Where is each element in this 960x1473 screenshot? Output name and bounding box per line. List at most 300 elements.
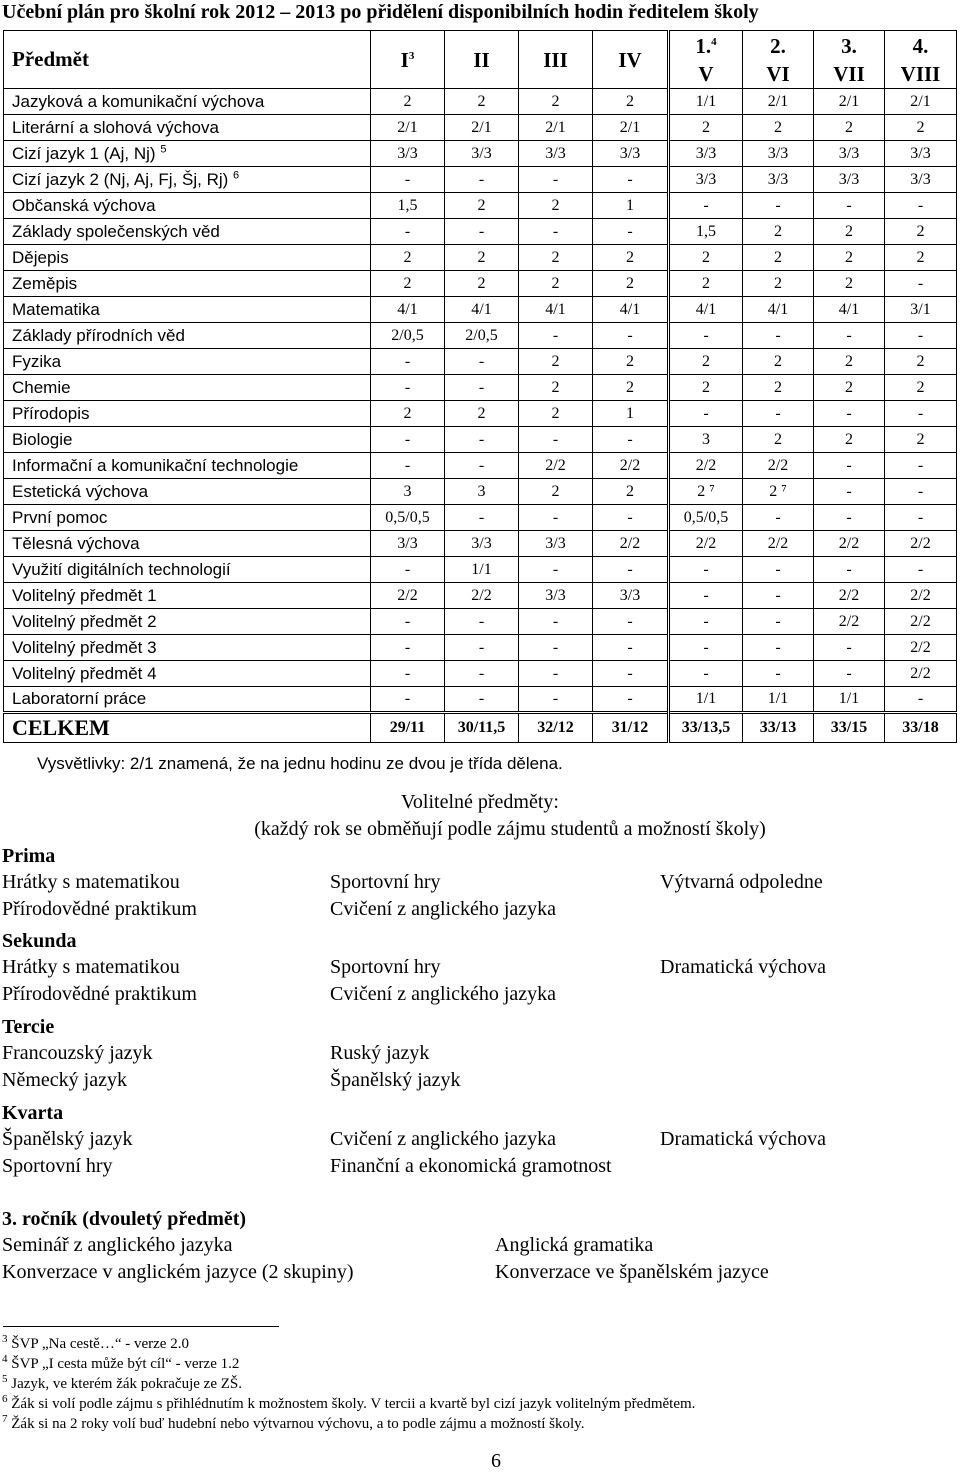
value-cell: 2 bbox=[519, 193, 593, 219]
value-cell: 2/2 bbox=[669, 453, 743, 479]
value-cell: - bbox=[371, 219, 445, 245]
value-cell: 3/3 bbox=[519, 141, 593, 167]
value-cell: - bbox=[519, 219, 593, 245]
grade-header: IV bbox=[593, 31, 669, 89]
value-cell: 2/1 bbox=[445, 115, 519, 141]
value-cell: 2 bbox=[371, 271, 445, 297]
value-cell: 3/3 bbox=[519, 531, 593, 557]
value-cell: 2 ⁷ bbox=[669, 479, 743, 505]
table-row bbox=[4, 245, 957, 271]
value-cell: - bbox=[593, 323, 669, 349]
value-cell: 2 bbox=[743, 271, 814, 297]
elective-group-title: Kvarta bbox=[2, 1102, 64, 1124]
value-cell: 2 bbox=[885, 375, 957, 401]
page-number: 6 bbox=[491, 1450, 501, 1472]
subject-cell: CELKEM bbox=[4, 713, 371, 743]
value-cell: - bbox=[445, 661, 519, 687]
value-cell: - bbox=[743, 323, 814, 349]
value-cell: - bbox=[593, 219, 669, 245]
value-cell: 2 bbox=[743, 115, 814, 141]
subject-cell: Jazyková a komunikační výchova bbox=[4, 89, 371, 115]
value-cell: 2 bbox=[593, 271, 669, 297]
subject-cell: Základy přírodních věd bbox=[4, 323, 371, 349]
footnote: $^6$ Žák si volí podle zájmu s přihlédnutím k možnostem školy. V tercii a kvartě byl cizí jazyk volitelným předmětem. bbox=[2, 1393, 696, 1412]
value-cell: 2/2 bbox=[885, 583, 957, 609]
value-cell: 2 bbox=[371, 89, 445, 115]
subject-cell: První pomoc bbox=[4, 505, 371, 531]
value-cell: - bbox=[814, 401, 885, 427]
value-cell: 2 bbox=[445, 193, 519, 219]
value-cell: - bbox=[885, 323, 957, 349]
elective-item: Konverzace v anglickém jazyce (2 skupiny) bbox=[2, 1261, 354, 1283]
value-cell: 2 bbox=[669, 349, 743, 375]
value-cell: 2 bbox=[743, 349, 814, 375]
value-cell: - bbox=[445, 505, 519, 531]
table-row bbox=[4, 427, 957, 453]
value-cell: 2/1 bbox=[593, 115, 669, 141]
value-cell: - bbox=[814, 479, 885, 505]
subject-cell: Volitelný předmět 2 bbox=[4, 609, 371, 635]
table-row bbox=[4, 583, 957, 609]
value-cell: 2 bbox=[593, 349, 669, 375]
electives-heading: Volitelné předměty: bbox=[401, 791, 559, 813]
value-cell: - bbox=[743, 505, 814, 531]
elective-item: Sportovní hry bbox=[330, 871, 441, 893]
value-cell: 1/1 bbox=[445, 557, 519, 583]
footnote: $^4$ ŠVP „I cesta může být cíl“ - verze 1.2 bbox=[2, 1353, 240, 1372]
elective-item: Španělský jazyk bbox=[2, 1128, 133, 1150]
value-cell: 2/2 bbox=[371, 583, 445, 609]
value-cell: - bbox=[519, 167, 593, 193]
value-cell: - bbox=[669, 661, 743, 687]
value-cell: 2/2 bbox=[669, 531, 743, 557]
elective-item: Hrátky s matematikou bbox=[2, 956, 180, 978]
value-cell: - bbox=[885, 193, 957, 219]
value-cell: 31/12 bbox=[593, 713, 669, 743]
value-cell: 2/2 bbox=[743, 453, 814, 479]
value-cell: 2 bbox=[519, 271, 593, 297]
value-cell: - bbox=[593, 505, 669, 531]
value-cell: 3/3 bbox=[743, 167, 814, 193]
elective-item: Sportovní hry bbox=[330, 956, 441, 978]
value-cell: 2/0,5 bbox=[371, 323, 445, 349]
value-cell: - bbox=[814, 635, 885, 661]
elective-item: Cvičení z anglického jazyka bbox=[330, 1128, 557, 1150]
value-cell: 2 bbox=[519, 349, 593, 375]
value-cell: 2/1 bbox=[519, 115, 593, 141]
value-cell: - bbox=[445, 219, 519, 245]
value-cell: - bbox=[885, 453, 957, 479]
elective-item: Cvičení z anglického jazyka bbox=[330, 983, 557, 1005]
value-cell: - bbox=[814, 323, 885, 349]
value-cell: - bbox=[445, 453, 519, 479]
subject-cell: Zeměpis bbox=[4, 271, 371, 297]
value-cell: - bbox=[593, 427, 669, 453]
value-cell: - bbox=[445, 349, 519, 375]
value-cell: 33/13,5 bbox=[669, 713, 743, 743]
value-cell: 4/1 bbox=[445, 297, 519, 323]
table-row bbox=[4, 453, 957, 479]
document-title: Učební plán pro školní rok 2012 – 2013 po přidělení disponibilních hodin ředitelem školy bbox=[2, 1, 759, 23]
value-cell: 2/2 bbox=[445, 583, 519, 609]
grade-header: 3. VII bbox=[814, 31, 885, 89]
value-cell: 1/1 bbox=[669, 687, 743, 713]
value-cell: 0,5/0,5 bbox=[669, 505, 743, 531]
electives-subheading: (každý rok se obměňují podle zájmu studentů a možností školy) bbox=[254, 818, 766, 840]
value-cell: - bbox=[669, 635, 743, 661]
footnote-divider bbox=[3, 1326, 279, 1327]
value-cell: - bbox=[885, 505, 957, 531]
value-cell: 2/2 bbox=[814, 583, 885, 609]
value-cell: 3 bbox=[669, 427, 743, 453]
subject-cell: Občanská výchova bbox=[4, 193, 371, 219]
table-row bbox=[4, 219, 957, 245]
subject-cell: Přírodopis bbox=[4, 401, 371, 427]
value-cell: 2/2 bbox=[814, 531, 885, 557]
value-cell: 2/2 bbox=[814, 609, 885, 635]
value-cell: 2/2 bbox=[885, 609, 957, 635]
subject-cell: Tělesná výchova bbox=[4, 531, 371, 557]
table-row bbox=[4, 401, 957, 427]
elective-item: Španělský jazyk bbox=[330, 1069, 461, 1091]
subject-cell: Informační a komunikační technologie bbox=[4, 453, 371, 479]
value-cell: - bbox=[669, 609, 743, 635]
value-cell: - bbox=[371, 167, 445, 193]
grade-header: 2. VI bbox=[743, 31, 814, 89]
value-cell: - bbox=[885, 401, 957, 427]
value-cell: 2 bbox=[814, 115, 885, 141]
value-cell: 2/2 bbox=[885, 661, 957, 687]
value-cell: - bbox=[371, 609, 445, 635]
value-cell: 2 bbox=[743, 219, 814, 245]
elective-item: Finanční a ekonomická gramotnost bbox=[330, 1155, 612, 1177]
value-cell: 2 bbox=[519, 89, 593, 115]
value-cell: 2 bbox=[519, 375, 593, 401]
value-cell: - bbox=[669, 557, 743, 583]
value-cell: - bbox=[371, 349, 445, 375]
value-cell: 4/1 bbox=[669, 297, 743, 323]
value-cell: 2 bbox=[814, 271, 885, 297]
table-row bbox=[4, 375, 957, 401]
value-cell: - bbox=[519, 609, 593, 635]
elective-group-title: Sekunda bbox=[2, 930, 77, 952]
value-cell: 3/3 bbox=[445, 531, 519, 557]
table-row bbox=[4, 531, 957, 557]
value-cell: - bbox=[814, 661, 885, 687]
subject-column-header: Předmět bbox=[4, 31, 371, 89]
value-cell: 1/1 bbox=[669, 89, 743, 115]
value-cell: 32/12 bbox=[519, 713, 593, 743]
subject-cell: Chemie bbox=[4, 375, 371, 401]
value-cell: - bbox=[669, 583, 743, 609]
footnote: $^5$ Jazyk, ve kterém žák pokračuje ze ZŠ. bbox=[2, 1373, 242, 1392]
table-row bbox=[4, 297, 957, 323]
subject-cell: Dějepis bbox=[4, 245, 371, 271]
value-cell: 2/2 bbox=[743, 531, 814, 557]
value-cell: 3/3 bbox=[669, 167, 743, 193]
table-row bbox=[4, 141, 957, 167]
table-row bbox=[4, 323, 957, 349]
value-cell: - bbox=[593, 609, 669, 635]
table-row bbox=[4, 609, 957, 635]
value-cell: - bbox=[743, 557, 814, 583]
table-row bbox=[4, 115, 957, 141]
value-cell: 4/1 bbox=[593, 297, 669, 323]
value-cell: - bbox=[445, 609, 519, 635]
grade-header: 4. VIII bbox=[885, 31, 957, 89]
value-cell: 3/3 bbox=[814, 141, 885, 167]
value-cell: 2 bbox=[669, 271, 743, 297]
value-cell: 2 bbox=[885, 349, 957, 375]
table-row bbox=[4, 89, 957, 115]
value-cell: 3/3 bbox=[885, 167, 957, 193]
value-cell: - bbox=[445, 375, 519, 401]
value-cell: - bbox=[743, 583, 814, 609]
subject-cell: Cizí jazyk 2 (Nj, Aj, Fj, Šj, Rj) $^6$ bbox=[4, 167, 371, 193]
grade-header: $I^3$ bbox=[371, 31, 445, 89]
table-row bbox=[4, 687, 957, 713]
value-cell: - bbox=[743, 401, 814, 427]
value-cell: 3/3 bbox=[371, 141, 445, 167]
value-cell: 2 bbox=[593, 245, 669, 271]
value-cell: 3 bbox=[445, 479, 519, 505]
value-cell: 3/3 bbox=[519, 583, 593, 609]
value-cell: 2 ⁷ bbox=[743, 479, 814, 505]
total-row bbox=[4, 713, 957, 743]
table-header-row bbox=[4, 31, 957, 89]
value-cell: 2 bbox=[743, 245, 814, 271]
subject-cell: Využití digitálních technologií bbox=[4, 557, 371, 583]
elective-item: Hrátky s matematikou bbox=[2, 871, 180, 893]
value-cell: - bbox=[885, 479, 957, 505]
value-cell: - bbox=[885, 687, 957, 713]
elective-item: Výtvarná odpoledne bbox=[660, 871, 823, 893]
table-row bbox=[4, 271, 957, 297]
value-cell: 3/3 bbox=[593, 583, 669, 609]
elective-item: Přírodovědné praktikum bbox=[2, 898, 197, 920]
value-cell: 2 bbox=[814, 245, 885, 271]
elective-item: Francouzský jazyk bbox=[2, 1042, 153, 1064]
value-cell: 33/15 bbox=[814, 713, 885, 743]
value-cell: - bbox=[743, 635, 814, 661]
value-cell: 4/1 bbox=[814, 297, 885, 323]
value-cell: 0,5/0,5 bbox=[371, 505, 445, 531]
value-cell: 3/3 bbox=[669, 141, 743, 167]
value-cell: 4/1 bbox=[743, 297, 814, 323]
value-cell: 2 bbox=[743, 427, 814, 453]
elective-group-title: 3. ročník (dvouletý předmět) bbox=[2, 1208, 247, 1230]
value-cell: 2 bbox=[814, 219, 885, 245]
value-cell: 2 bbox=[885, 219, 957, 245]
value-cell: - bbox=[743, 661, 814, 687]
value-cell: - bbox=[814, 193, 885, 219]
value-cell: 2 bbox=[445, 245, 519, 271]
value-cell: 2 bbox=[885, 245, 957, 271]
value-cell: 3/1 bbox=[885, 297, 957, 323]
value-cell: 2/2 bbox=[519, 453, 593, 479]
value-cell: - bbox=[371, 427, 445, 453]
value-cell: - bbox=[371, 687, 445, 713]
grade-header: 1.$^4$ V bbox=[669, 31, 743, 89]
elective-item: Sportovní hry bbox=[2, 1155, 113, 1177]
elective-item: Přírodovědné praktikum bbox=[2, 983, 197, 1005]
subject-cell: Volitelný předmět 4 bbox=[4, 661, 371, 687]
value-cell: - bbox=[593, 661, 669, 687]
value-cell: - bbox=[593, 557, 669, 583]
value-cell: 2/2 bbox=[593, 531, 669, 557]
value-cell: 2 bbox=[445, 271, 519, 297]
value-cell: - bbox=[593, 635, 669, 661]
value-cell: - bbox=[743, 609, 814, 635]
footnote: $^3$ ŠVP „Na cestě…“ - verze 2.0 bbox=[2, 1333, 189, 1352]
value-cell: - bbox=[445, 635, 519, 661]
value-cell: - bbox=[519, 557, 593, 583]
value-cell: 2/1 bbox=[743, 89, 814, 115]
value-cell: - bbox=[885, 271, 957, 297]
value-cell: 33/13 bbox=[743, 713, 814, 743]
legend-note: Vysvětlivky: 2/1 znamená, že na jednu hodinu ze dvou je třída dělena. bbox=[37, 754, 563, 773]
value-cell: - bbox=[445, 687, 519, 713]
value-cell: 2 bbox=[519, 245, 593, 271]
elective-group-title: Prima bbox=[2, 845, 56, 867]
subject-cell: Volitelný předmět 3 bbox=[4, 635, 371, 661]
value-cell: 2 bbox=[593, 479, 669, 505]
value-cell: 2/2 bbox=[885, 635, 957, 661]
subject-cell: Literární a slohová výchova bbox=[4, 115, 371, 141]
value-cell: - bbox=[669, 193, 743, 219]
value-cell: 33/18 bbox=[885, 713, 957, 743]
table-body bbox=[4, 89, 957, 743]
subject-cell: Cizí jazyk 1 (Aj, Nj) $^5$ bbox=[4, 141, 371, 167]
value-cell: 3/3 bbox=[814, 167, 885, 193]
value-cell: - bbox=[593, 687, 669, 713]
value-cell: 2 bbox=[814, 427, 885, 453]
elective-item: Cvičení z anglického jazyka bbox=[330, 898, 557, 920]
value-cell: 2 bbox=[669, 115, 743, 141]
table-row bbox=[4, 479, 957, 505]
value-cell: 2 bbox=[371, 245, 445, 271]
elective-item: Dramatická výchova bbox=[660, 956, 827, 978]
elective-item: Konverzace ve španělském jazyce bbox=[495, 1261, 769, 1283]
value-cell: 2 bbox=[593, 375, 669, 401]
value-cell: - bbox=[445, 167, 519, 193]
value-cell: 2/1 bbox=[814, 89, 885, 115]
value-cell: - bbox=[743, 193, 814, 219]
elective-group-title: Tercie bbox=[2, 1016, 55, 1038]
value-cell: - bbox=[371, 453, 445, 479]
table-row bbox=[4, 349, 957, 375]
value-cell: - bbox=[519, 687, 593, 713]
value-cell: - bbox=[371, 375, 445, 401]
value-cell: 1/1 bbox=[743, 687, 814, 713]
value-cell: 2/0,5 bbox=[445, 323, 519, 349]
value-cell: 2 bbox=[743, 375, 814, 401]
subject-cell: Fyzika bbox=[4, 349, 371, 375]
value-cell: - bbox=[669, 323, 743, 349]
value-cell: 2 bbox=[669, 245, 743, 271]
value-cell: 1,5 bbox=[371, 193, 445, 219]
table-row bbox=[4, 557, 957, 583]
value-cell: 3/3 bbox=[743, 141, 814, 167]
value-cell: 2/2 bbox=[593, 453, 669, 479]
value-cell: 2 bbox=[814, 349, 885, 375]
value-cell: - bbox=[519, 661, 593, 687]
elective-item: Anglická gramatika bbox=[495, 1234, 654, 1256]
value-cell: 2 bbox=[669, 375, 743, 401]
value-cell: - bbox=[814, 453, 885, 479]
value-cell: 1 bbox=[593, 193, 669, 219]
value-cell: 2/1 bbox=[885, 89, 957, 115]
value-cell: - bbox=[885, 557, 957, 583]
value-cell: 3/3 bbox=[885, 141, 957, 167]
elective-item: Ruský jazyk bbox=[330, 1042, 430, 1064]
value-cell: 3/3 bbox=[593, 141, 669, 167]
value-cell: 2 bbox=[885, 115, 957, 141]
value-cell: - bbox=[519, 427, 593, 453]
value-cell: - bbox=[519, 635, 593, 661]
value-cell: 3/3 bbox=[445, 141, 519, 167]
table-row bbox=[4, 193, 957, 219]
table-row bbox=[4, 661, 957, 687]
value-cell: 1,5 bbox=[669, 219, 743, 245]
value-cell: - bbox=[371, 557, 445, 583]
value-cell: 2 bbox=[371, 401, 445, 427]
subject-cell: Základy společenských věd bbox=[4, 219, 371, 245]
elective-item: Seminář z anglického jazyka bbox=[2, 1234, 233, 1256]
value-cell: 2 bbox=[519, 479, 593, 505]
value-cell: - bbox=[445, 427, 519, 453]
value-cell: 4/1 bbox=[371, 297, 445, 323]
subject-cell: Laboratorní práce bbox=[4, 687, 371, 713]
subject-cell: Estetická výchova bbox=[4, 479, 371, 505]
table-row bbox=[4, 635, 957, 661]
value-cell: 29/11 bbox=[371, 713, 445, 743]
value-cell: 3 bbox=[371, 479, 445, 505]
value-cell: 1 bbox=[593, 401, 669, 427]
value-cell: 2 bbox=[445, 401, 519, 427]
subject-cell: Matematika bbox=[4, 297, 371, 323]
elective-item: Německý jazyk bbox=[2, 1069, 127, 1091]
value-cell: - bbox=[669, 401, 743, 427]
value-cell: - bbox=[519, 323, 593, 349]
value-cell: 2/2 bbox=[885, 531, 957, 557]
value-cell: 2 bbox=[593, 89, 669, 115]
table-row bbox=[4, 505, 957, 531]
value-cell: 30/11,5 bbox=[445, 713, 519, 743]
value-cell: 2/1 bbox=[371, 115, 445, 141]
value-cell: - bbox=[814, 505, 885, 531]
value-cell: 2 bbox=[445, 89, 519, 115]
value-cell: - bbox=[519, 505, 593, 531]
grade-header: II bbox=[445, 31, 519, 89]
value-cell: - bbox=[593, 167, 669, 193]
value-cell: 2 bbox=[814, 375, 885, 401]
subject-cell: Volitelný předmět 1 bbox=[4, 583, 371, 609]
subject-cell: Biologie bbox=[4, 427, 371, 453]
footnote: $^7$ Žák si na 2 roky volí buď hudební nebo výtvarnou výchovu, a to podle zájmu a možností školy. bbox=[2, 1413, 585, 1432]
value-cell: - bbox=[371, 635, 445, 661]
table-row bbox=[4, 167, 957, 193]
value-cell: - bbox=[814, 557, 885, 583]
elective-item: Dramatická výchova bbox=[660, 1128, 827, 1150]
value-cell: 2 bbox=[885, 427, 957, 453]
value-cell: 2 bbox=[519, 401, 593, 427]
curriculum-table bbox=[3, 30, 957, 743]
value-cell: - bbox=[371, 661, 445, 687]
grade-header: III bbox=[519, 31, 593, 89]
value-cell: 1/1 bbox=[814, 687, 885, 713]
value-cell: 3/3 bbox=[371, 531, 445, 557]
